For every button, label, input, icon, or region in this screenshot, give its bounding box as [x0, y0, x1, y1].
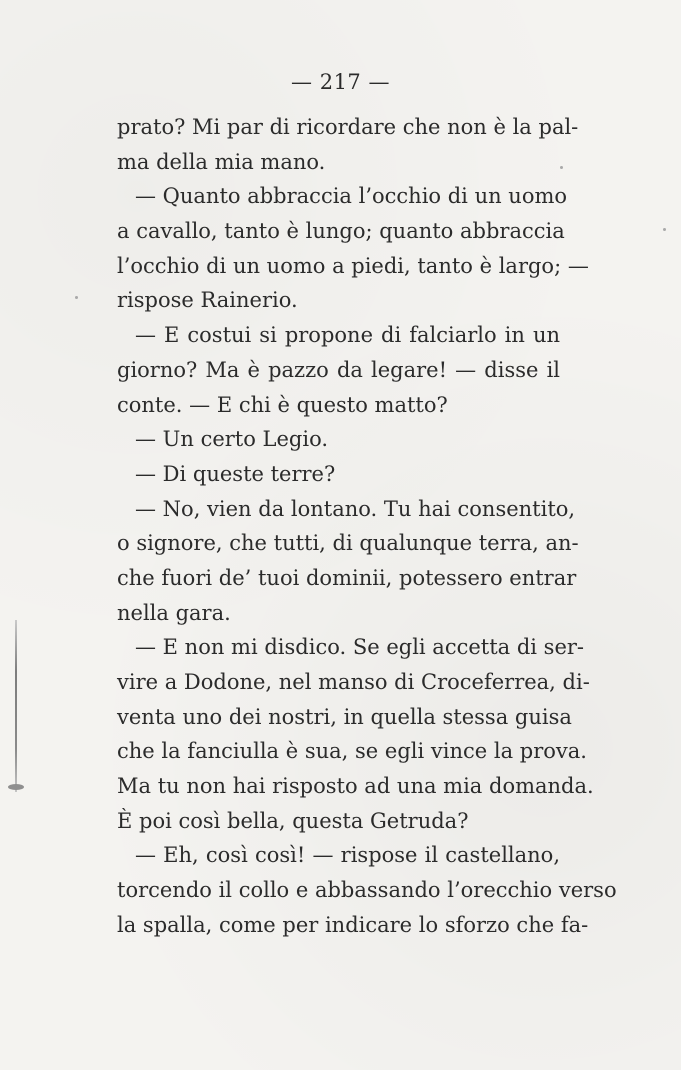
text-line: — Quanto abbraccia l’occhio di un uomo	[135, 184, 568, 209]
text-line: — Un certo Legio.	[135, 427, 329, 452]
text-line: l’occhio di un uomo a piedi, tanto è largo; —	[117, 253, 589, 278]
text-line: — E costui si propone di falciarlo in un	[135, 323, 560, 348]
text-line: Ma tu non hai risposto ad una mia domanda.	[117, 774, 594, 799]
text-line: torcendo il collo e abbassando l’orecchio verso	[117, 878, 617, 903]
text-line: che fuori de’ tuoi dominii, potessero entrar	[117, 565, 577, 590]
text-line: che la fanciulla è sua, se egli vince la prova.	[117, 739, 587, 764]
margin-rule	[15, 620, 17, 792]
paper-speck	[663, 228, 666, 231]
text-line: È poi così bella, questa Getruda?	[117, 808, 469, 833]
text-line: rispose Rainerio.	[117, 288, 298, 313]
text-line: nella gara.	[117, 600, 231, 625]
page-number: — 217 —	[291, 70, 390, 94]
text-line: conte. — E chi è questo matto?	[117, 392, 448, 417]
text-line: a cavallo, tanto è lungo; quanto abbraccia	[117, 219, 565, 244]
body-text	[117, 110, 617, 943]
paper-speck	[75, 296, 78, 299]
text-line: venta uno dei nostri, in quella stessa guisa	[117, 704, 572, 729]
text-line: o signore, che tutti, di qualunque terra, an-	[117, 531, 579, 556]
text-line: vire a Dodone, nel manso di Croceferrea, di-	[117, 670, 590, 694]
margin-mark	[8, 784, 24, 790]
text-line: prato? Mi par di ricordare che non è la pal-	[117, 115, 579, 139]
text-line: — No, vien da lontano. Tu hai consentito,	[135, 496, 576, 521]
text-line: — Eh, così così! — rispose il castellano,	[135, 843, 560, 868]
paper-speck	[560, 166, 563, 169]
text-line: la spalla, come per indicare lo sforzo che fa-	[117, 912, 589, 937]
text-line: — Di queste terre?	[135, 461, 336, 486]
text-line: giorno? Ma è pazzo da legare! — disse il	[117, 357, 560, 382]
text-line: — E non mi disdico. Se egli accetta di ser-	[135, 635, 585, 660]
text-line: ma della mia mano.	[117, 149, 326, 174]
